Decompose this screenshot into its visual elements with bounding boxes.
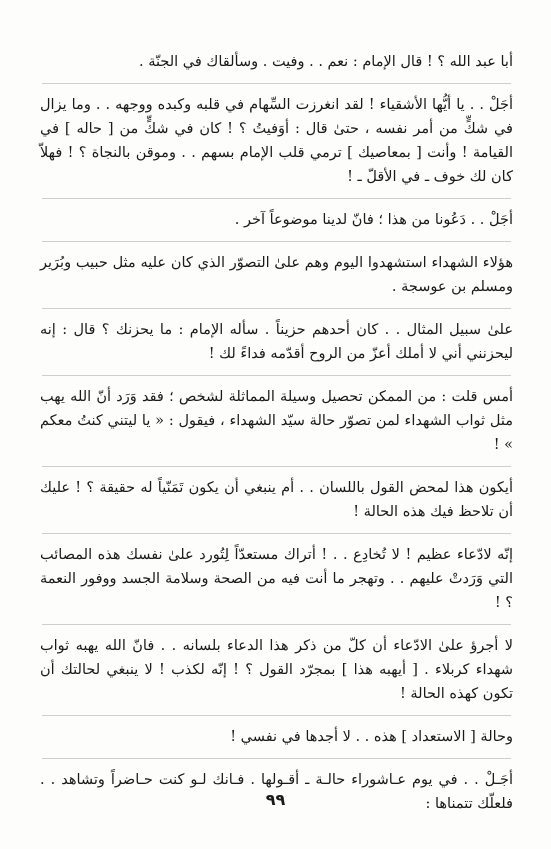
paragraph: علىٰ سبيل المثال . . كان أحدهم حزيناً . سأله الإمام : ما يحزنك ؟ قال : إنه ليحزنني أني لا أملك أعزّ من الروح أقدّمه فداءً لك ! — [40, 322, 513, 362]
paragraph: أيكون هذا لمحض القول باللسان . . أم ينبغي أن يكون تَمَنّياً له حقيقة ؟ ! عليك أن تلاحظ فيك هذه الحالة ! — [40, 480, 513, 520]
page-body — [40, 50, 513, 816]
paragraph: أجَـلْ . . في يوم عـاشوراء حالـة ـ أقـولها . فـانك لـو كنت حـاضراً وتشاهد . . فلعلّك تتمناها : — [40, 772, 513, 812]
paragraph-divider — [42, 624, 511, 625]
paragraph-divider — [42, 308, 511, 309]
paragraph-divider — [42, 466, 511, 467]
paragraph-divider — [42, 533, 511, 534]
paragraph: أمس قلت : من الممكن تحصيل وسيلة المماثلة لشخص ؛ فقد وَرَد أنّ الله يهب مثل ثواب الشهداء لمن تصوّر حالة سيّد الشهداء ، فيقول : « يا ليتني كنتُ معكم » ! — [40, 389, 513, 453]
page-number: ٩٩ — [265, 790, 286, 809]
paragraph-divider — [42, 375, 511, 376]
paragraph-divider — [42, 83, 511, 84]
paragraph: أجَلْ . . يا أيُّها الأشقياء ! لقد انغرزت السِّهام في قلبه وكبده ووجهه . . وما يزال في شكٍّ من أمر نفسه ، حتىٰ قال : أوَفيتُ ؟ ! كان في شكٍّ من [ حاله ] في القيامة ! وأنت [ بمعاصيك ] ترمي قلب الإمام بسهم . . وموقن بالنجاة ؟ ! فهلاّ كان لك خوف ـ في الأقلّ ـ ! — [40, 97, 513, 185]
paragraph: إنّه لادّعاء عظيم ! لا تُخادِع . . ! أتراك مستعدّاً لِتُورد علىٰ نفسك هذه المصائب التي وَرَدتْ عليهم . . وتهجر ما أنت فيه من الصحة وسلامة الجسد ووفور النعمة ؟ ! — [40, 547, 513, 611]
paragraph: لا أجرؤ علىٰ الادّعاء أن كلّ من ذكر هذا الدعاء بلسانه . . فانّ الله يهبه ثواب شهداء كربلاء . [ أيهبه هذا ] بمجرّد القول ؟ ! إنّه لكذب ! لا ينبغي لحالتك أن تكون كهذه الحالة ! — [40, 638, 513, 702]
paragraph-divider — [42, 715, 511, 716]
paragraph-divider — [42, 241, 511, 242]
paragraph-divider — [42, 198, 511, 199]
paragraph: وحالة [ الاستعداد ] هذه . . لا أجدها في نفسي ! — [230, 729, 513, 745]
paragraph: هؤلاء الشهداء استشهدوا اليوم وهم علىٰ التصوّر الذي كان عليه مثل حبيب وبُرَير ومسلم بن عوسجة . — [40, 255, 513, 295]
paragraph-divider — [42, 758, 511, 759]
paragraph: أبا عبد الله ؟ ! قال الإمام : نعم . . وفيت . وسألقاك في الجنّة . — [139, 54, 513, 70]
paragraph: أجَلْ . . دَعُونا من هذا ؛ فانّ لدينا موضوعاً آخر . — [234, 212, 513, 228]
